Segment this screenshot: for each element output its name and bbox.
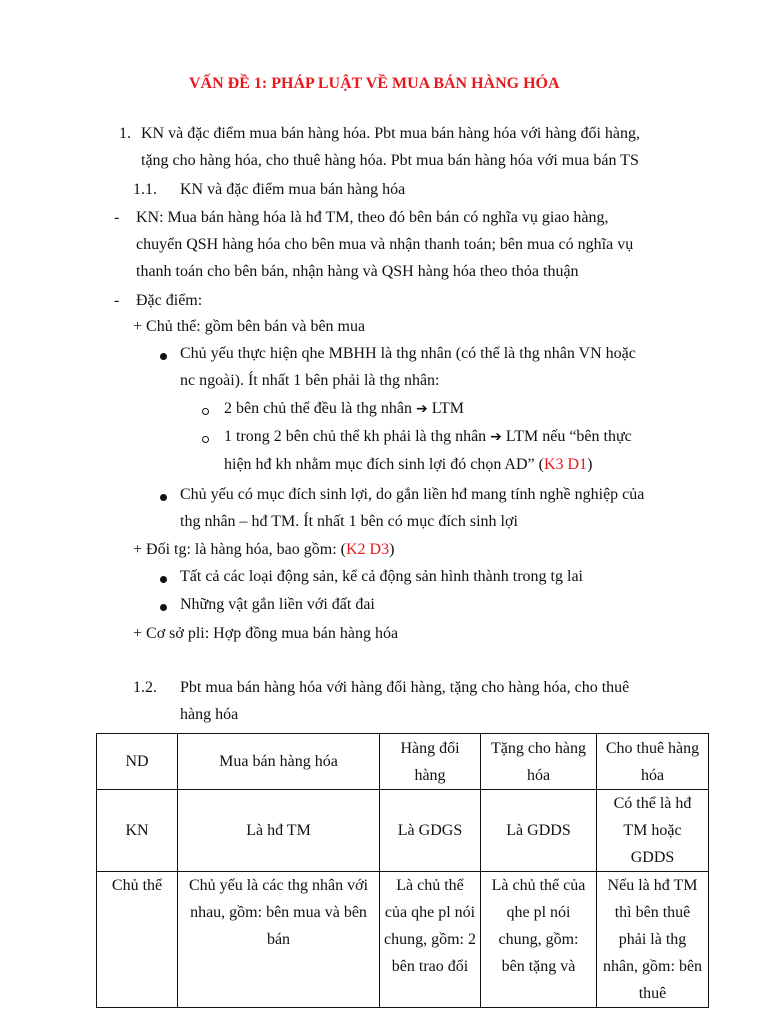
table-header-cell: Cho thuê hàng hóa (597, 734, 709, 790)
section-number: 1. (119, 125, 131, 142)
subject-heading: + Chủ thể: gồm bên bán và bên mua (133, 318, 366, 335)
table-cell: Chủ yếu là các thg nhân với nhau, gồm: bên mua và bên bán (178, 872, 380, 1008)
table-header-cell: Mua bán hàng hóa (178, 734, 380, 790)
object-heading (133, 541, 394, 559)
section-heading-line1: KN và đặc điểm mua bán hàng hóa. Pbt mua bán hàng hóa với hàng đổi hàng, (141, 125, 641, 142)
legal-reference: K3 D1 (543, 456, 588, 473)
object-text: + Đối tg: là hàng hóa, bao gồm: ( (133, 541, 346, 558)
dash-marker: - (114, 209, 120, 226)
subject-point2-line1: Chủ yếu có mục đích sinh lợi, do gắn liền hđ mang tính nghề nghiệp của (180, 486, 645, 503)
table-row (97, 872, 709, 1008)
subject-point2-line2: thg nhân – hđ TM. Ít nhất 1 bên có mục đích sinh lợi (180, 513, 518, 530)
case2-close: ) (587, 456, 593, 473)
table-cell: Là chủ thể của qhe pl nói chung, gồm: 2 bên trao đổi (380, 872, 481, 1008)
subject-case2-line1 (224, 428, 632, 446)
legal-basis: + Cơ sở pli: Hợp đồng mua bán hàng hóa (133, 625, 399, 642)
case2-result: LTM nếu “bên thực (505, 428, 632, 445)
table-cell: Là GDDS (481, 790, 597, 872)
bullet-icon (160, 353, 167, 360)
bullet-icon (160, 494, 167, 501)
subsection-number: 1.1. (133, 181, 157, 198)
section-heading-line2: tặng cho hàng hóa, cho thuê hàng hóa. Pbt mua bán hàng hóa với mua bán TS (141, 152, 639, 169)
table-cell: Có thể là hđ TM hoặc GDDS (597, 790, 709, 872)
definition-line2: chuyển QSH hàng hóa cho bên mua và nhận thanh toán; bên mua có nghĩa vụ (136, 236, 634, 253)
table-cell: Chủ thể (97, 872, 178, 1008)
object-point2: Những vật gắn liền với đất đai (180, 596, 375, 613)
subject-case2-line2 (224, 456, 592, 474)
subject-point1-line2: nc ngoài). Ít nhất 1 bên phải là thg nhân: (180, 372, 440, 389)
case1-text: 2 bên chủ thể đều là thg nhân (224, 400, 412, 417)
table-cell: Là chủ thể của qhe pl nói chung, gồm: bên tặng và (481, 872, 597, 1008)
subsection-number: 1.2. (133, 679, 157, 696)
arrow-right-icon: ➔ (490, 429, 502, 445)
subject-point1-line1: Chủ yếu thực hiện qhe MBHH là thg nhân (có thể là thg nhân VN hoặc (180, 345, 636, 362)
subsection-heading: KN và đặc điểm mua bán hàng hóa (180, 181, 406, 198)
table-cell: Là hđ TM (178, 790, 380, 872)
object-point1: Tất cả các loại động sản, kể cả động sản hình thành trong tg lai (180, 568, 583, 585)
case2-line2-text: hiện hđ kh nhằm mục đích sinh lợi đó chọn AD” ( (224, 456, 544, 473)
page-title: VẤN ĐỀ 1: PHÁP LUẬT VỀ MUA BÁN HÀNG HÓA (189, 75, 560, 92)
table-row (97, 790, 709, 872)
comparison-table (96, 733, 709, 1008)
arrow-right-icon: ➔ (415, 401, 428, 417)
definition-line3: thanh toán cho bên bán, nhận hàng và QSH hàng hóa theo thỏa thuận (136, 263, 579, 280)
table-header-cell: Tặng cho hàng hóa (481, 734, 597, 790)
definition-line1: KN: Mua bán hàng hóa là hđ TM, theo đó bên bán có nghĩa vụ giao hàng, (136, 209, 609, 226)
table-header-cell: ND (97, 734, 178, 790)
table-cell: Là GDGS (380, 790, 481, 872)
bullet-icon (160, 604, 167, 611)
case2-text: 1 trong 2 bên chủ thể kh phải là thg nhân (224, 428, 487, 445)
bullet-icon (160, 576, 167, 583)
legal-reference: K2 D3 (345, 541, 390, 558)
dash-marker: - (114, 292, 120, 309)
features-label: Đặc điểm: (136, 292, 203, 309)
table-cell: KN (97, 790, 178, 872)
case1-result: LTM (431, 400, 464, 417)
circle-bullet-icon (202, 408, 209, 415)
table-header-cell: Hàng đổi hàng (380, 734, 481, 790)
circle-bullet-icon (202, 436, 209, 443)
subsection-heading-line2: hàng hóa (180, 706, 239, 723)
table-cell: Nếu là hđ TM thì bên thuê phải là thg nhân, gồm: bên thuê (597, 872, 709, 1008)
object-close: ) (389, 541, 395, 558)
table-header-row (97, 734, 709, 790)
subject-case1 (224, 400, 464, 418)
subsection-heading-line1: Pbt mua bán hàng hóa với hàng đổi hàng, tặng cho hàng hóa, cho thuê (180, 679, 630, 696)
